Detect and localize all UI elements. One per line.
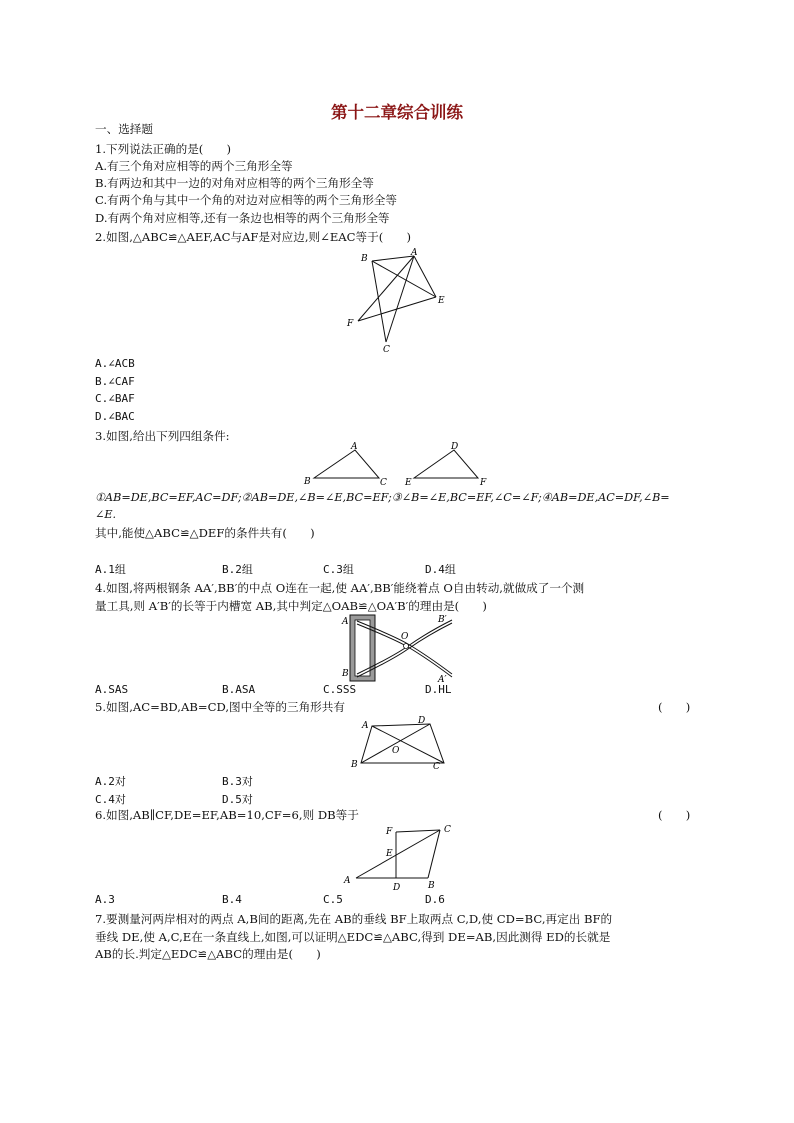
q5-label-o: O — [392, 746, 400, 756]
q4-label-a: A — [342, 617, 349, 627]
q1-option-c[interactable]: C.有两个角与其中一个角的对边对应相等的两个三角形全等 — [95, 193, 397, 207]
q5-option-a[interactable]: A.2对 — [95, 775, 126, 788]
q3-label-d: D — [451, 442, 459, 452]
q6-seg-ac — [356, 830, 440, 878]
q4-option-b[interactable]: B.ASA — [222, 683, 256, 696]
q3-triangle-abc — [314, 450, 379, 478]
q2-seg-ac — [386, 256, 414, 342]
q6-label-c: C — [444, 825, 451, 835]
q3-option-d[interactable]: D.4组 — [425, 563, 456, 576]
q5-option-d[interactable]: D.5对 — [222, 793, 253, 806]
q4-label-b: B — [342, 669, 349, 679]
q5-figure — [346, 714, 456, 774]
q6-option-d[interactable]: D.6 — [425, 893, 445, 906]
q3-stem: 3.如图,给出下列四组条件: — [95, 429, 230, 443]
q2-stem: 2.如图,△ABC≌△AEF,AC与AF是对应边,则∠EAC等于( ) — [95, 230, 411, 244]
q5-answer-paren[interactable]: ( ) — [658, 700, 691, 714]
q2-seg-ba — [372, 256, 414, 261]
q3-option-c[interactable]: C.3组 — [323, 563, 354, 576]
q1-option-b[interactable]: B.有两边和其中一边的对角对应相等的两个三角形全等 — [95, 176, 374, 190]
q4-pivot-o — [404, 644, 409, 649]
q6-label-e: E — [386, 849, 393, 859]
q6-answer-paren[interactable]: ( ) — [658, 808, 691, 822]
q3-conditions-line2: ∠E. — [95, 508, 117, 521]
q5-label-b: B — [351, 760, 358, 770]
q6-label-d: D — [393, 883, 401, 893]
q4-figure — [336, 612, 466, 684]
q6-option-c[interactable]: C.5 — [323, 893, 343, 906]
q6-option-a[interactable]: A.3 — [95, 893, 115, 906]
q7-stem-line2: 垂线 DE,使 A,C,E在一条直线上,如图,可以证明△EDC≌△ABC,得到 DE=AB,因此测得 ED的长就是 — [95, 930, 611, 944]
q6-figure — [336, 820, 466, 895]
q4-option-a[interactable]: A.SAS — [95, 683, 129, 696]
q3-conditions-line1: ①AB=DE,BC=EF,AC=DF;②AB=DE,∠B=∠E,BC=EF;③∠B=∠E,BC=EF,∠C=∠F;④AB=DE,AC=DF,∠B= — [95, 491, 670, 504]
q7-stem-line3: AB的长.判定△EDC≌△ABC的理由是( ) — [95, 947, 321, 961]
q2-option-c[interactable]: C.∠BAF — [95, 392, 135, 405]
q2-option-a[interactable]: A.∠ACB — [95, 357, 135, 370]
q4-label-b-prime: B′ — [438, 615, 447, 625]
q1-stem: 1.下列说法正确的是( ) — [95, 142, 232, 156]
q2-label-f: F — [347, 319, 354, 329]
q3-figure — [300, 440, 500, 490]
q2-option-b[interactable]: B.∠CAF — [95, 375, 135, 388]
q4-option-d[interactable]: D.HL — [425, 683, 452, 696]
q2-figure — [340, 245, 460, 355]
q5-label-c: C — [433, 762, 440, 772]
q6-option-b[interactable]: B.4 — [222, 893, 242, 906]
q5-label-a: A — [362, 721, 369, 731]
q2-label-c: C — [383, 345, 390, 355]
q2-seg-af — [358, 256, 414, 321]
q6-seg-bc — [428, 830, 440, 878]
q4-label-a-prime: A′ — [438, 675, 447, 685]
q4-stem-line1: 4.如图,将两根钢条 AA′,BB′的中点 O连在一起,使 AA′,BB′能绕着点 O自由转动,就做成了一个测 — [95, 581, 585, 595]
q4-stem-line2: 量工具,则 A′B′的长等于内槽宽 AB,其中判定△OAB≌△OA′B′的理由是( ) — [95, 599, 487, 613]
q1-option-d[interactable]: D.有两个角对应相等,还有一条边也相等的两个三角形全等 — [95, 211, 390, 225]
q2-label-e: E — [438, 296, 445, 306]
q3-label-b: B — [304, 477, 311, 487]
q5-label-d: D — [418, 716, 426, 726]
q3-option-b[interactable]: B.2组 — [222, 563, 253, 576]
q3-triangle-def — [414, 450, 478, 478]
q2-seg-ef — [358, 297, 436, 321]
q3-option-a[interactable]: A.1组 — [95, 563, 126, 576]
q5-option-b[interactable]: B.3对 — [222, 775, 253, 788]
q6-label-a: A — [344, 876, 351, 886]
q3-ask: 其中,能使△ABC≌△DEF的条件共有( ) — [95, 526, 315, 540]
q3-label-e: E — [405, 478, 412, 488]
q2-label-b: B — [361, 254, 368, 264]
q1-option-a[interactable]: A.有三个角对应相等的两个三角形全等 — [95, 159, 293, 173]
q4-label-o: O — [401, 632, 409, 642]
q7-stem-line1: 7.要测量河两岸相对的两点 A,B间的距离,先在 AB的垂线 BF上取两点 C,D,使 CD=BC,再定出 BF的 — [95, 912, 613, 926]
page-title: 第十二章综合训练 — [331, 103, 463, 122]
q6-label-f: F — [386, 827, 393, 837]
q3-label-f: F — [480, 478, 487, 488]
q3-label-a: A — [351, 442, 358, 452]
q2-label-a: A — [411, 248, 418, 258]
q6-label-b: B — [428, 881, 435, 891]
q2-option-d[interactable]: D.∠BAC — [95, 410, 135, 423]
q4-option-c[interactable]: C.SSS — [323, 683, 357, 696]
q2-seg-bc — [372, 261, 386, 342]
q6-stem: 6.如图,AB∥CF,DE=EF,AB=10,CF=6,则 DB等于 — [95, 808, 359, 822]
q5-option-c[interactable]: C.4对 — [95, 793, 126, 806]
q5-stem: 5.如图,AC=BD,AB=CD,图中全等的三角形共有 — [95, 700, 345, 714]
q3-label-c: C — [380, 478, 387, 488]
q6-seg-fc — [396, 830, 440, 832]
section-heading: 一、选择题 — [95, 122, 153, 136]
